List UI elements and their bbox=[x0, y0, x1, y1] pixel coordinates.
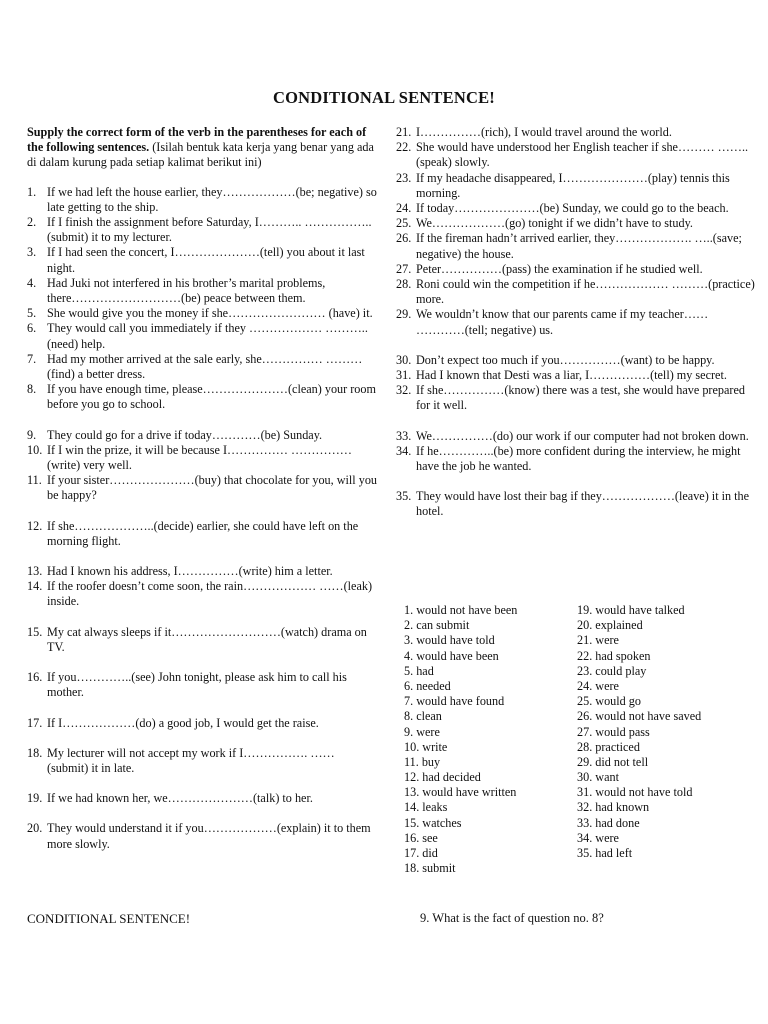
question-item bbox=[396, 277, 756, 307]
question-number: 19. bbox=[27, 791, 43, 806]
question-text: If I finish the assignment before Saturday, I……….. ……………..(submit) it to my lecturer. bbox=[47, 215, 372, 245]
question-text: They would have lost their bag if they………………(leave) it in the hotel. bbox=[416, 489, 750, 519]
question-text: Had my mother arrived at the sale early, she…………… ………(find) a better dress. bbox=[47, 351, 363, 382]
question-number: 4. bbox=[27, 275, 37, 290]
question-number: 12. bbox=[27, 518, 43, 533]
question-item bbox=[396, 201, 756, 216]
question-number: 22. bbox=[396, 140, 412, 155]
question-item bbox=[396, 125, 756, 140]
question-number: 29. bbox=[396, 307, 412, 322]
answer-item: 1. would not have been bbox=[404, 603, 518, 617]
question-item bbox=[396, 262, 756, 277]
question-text: If the fireman hadn’t arrived earlier, they………………. …..(save; negative) the house. bbox=[416, 231, 742, 261]
answer-item: 26. would not have saved bbox=[577, 709, 702, 724]
question-text: If he…………..(be) more confident during the interview, he might have the job he wanted. bbox=[416, 443, 741, 474]
footer-title: CONDITIONAL SENTENCE! bbox=[27, 911, 191, 926]
question-item bbox=[27, 321, 379, 351]
question-item bbox=[27, 473, 379, 503]
question-text: Had I known his address, I……………(write) him a letter. bbox=[47, 564, 333, 579]
question-text: We wouldn’t know that our parents came if my teacher…… …………(tell; negative) us. bbox=[416, 307, 709, 337]
question-number: 8. bbox=[27, 382, 37, 397]
answer-item: 9. were bbox=[404, 724, 440, 739]
question-number: 21. bbox=[396, 125, 412, 139]
question-text: If my headache disappeared, I…………………(play) tennis this morning. bbox=[416, 170, 730, 200]
question-text: Had Juki not interfered in his brother’s marital problems, there………………………(be) peace between them. bbox=[47, 275, 326, 306]
question-number: 35. bbox=[396, 489, 412, 504]
question-item bbox=[27, 625, 379, 655]
question-item bbox=[396, 353, 756, 368]
question-text: They would call you immediately if they ……………… ……….. (need) help. bbox=[47, 321, 368, 351]
question-text: She would give you the money if she…………………… (have) it. bbox=[47, 306, 373, 321]
question-number: 1. bbox=[27, 184, 37, 199]
question-item bbox=[27, 791, 379, 806]
question-item bbox=[27, 185, 379, 215]
question-number: 11. bbox=[27, 473, 42, 488]
answer-item: 29. did not tell bbox=[577, 754, 649, 769]
answer-item: 31. would not have told bbox=[577, 785, 693, 800]
question-number: 28. bbox=[396, 277, 412, 292]
answer-key-column-2 bbox=[577, 603, 757, 861]
question-item bbox=[396, 140, 756, 170]
left-column bbox=[27, 125, 379, 852]
question-text: If you have enough time, please…………………(clean) your room before you go to school. bbox=[47, 382, 376, 412]
question-item bbox=[27, 443, 379, 473]
footer-question: 9. What is the fact of question no. 8? bbox=[420, 911, 604, 925]
question-text: She would have understood her English teacher if she……… ……..(speak) slowly. bbox=[416, 140, 749, 170]
answer-item: 13. would have written bbox=[404, 785, 517, 800]
question-text: We………………(go) tonight if we didn’t have to study. bbox=[416, 216, 693, 231]
question-item bbox=[27, 564, 379, 579]
question-item bbox=[27, 352, 379, 382]
page-title: CONDITIONAL SENTENCE! bbox=[273, 88, 495, 107]
answer-item: 4. would have been bbox=[404, 648, 499, 663]
question-item bbox=[27, 306, 379, 321]
question-item bbox=[27, 245, 379, 275]
question-number: 2. bbox=[27, 215, 37, 230]
question-number: 27. bbox=[396, 261, 412, 276]
answer-item: 18. submit bbox=[404, 861, 456, 876]
answer-item: 20. explained bbox=[577, 618, 643, 633]
answer-item: 33. had done bbox=[577, 815, 640, 830]
question-number: 10. bbox=[27, 442, 43, 457]
answer-item: 12. had decided bbox=[404, 770, 481, 785]
question-text: If I………………(do) a good job, I would get the raise. bbox=[47, 715, 319, 730]
instructions bbox=[27, 125, 379, 171]
question-item bbox=[27, 276, 379, 306]
answer-item: 7. would have found bbox=[404, 694, 505, 709]
question-number: 32. bbox=[396, 383, 412, 398]
question-item bbox=[396, 429, 756, 444]
question-text: If you…………..(see) John tonight, please ask him to call his mother. bbox=[47, 670, 347, 700]
question-item bbox=[396, 171, 756, 201]
question-text: They could go for a drive if today…………(be) Sunday. bbox=[47, 427, 323, 442]
question-number: 33. bbox=[396, 428, 412, 443]
question-number: 6. bbox=[27, 321, 37, 336]
answer-item: 6. needed bbox=[404, 678, 451, 693]
question-item bbox=[396, 383, 756, 413]
question-number: 5. bbox=[27, 306, 37, 321]
question-number: 18. bbox=[27, 745, 43, 760]
question-text: Don’t expect too much if you……………(want) to be happy. bbox=[416, 352, 715, 367]
answer-item: 5. had bbox=[404, 663, 434, 678]
question-item bbox=[27, 746, 379, 776]
question-item bbox=[27, 670, 379, 700]
answer-item: 28. practiced bbox=[577, 739, 640, 754]
question-text: If today…………………(be) Sunday, we could go to the beach. bbox=[416, 201, 729, 216]
question-text: If she………………..(decide) earlier, she could have left on the morning flight. bbox=[47, 518, 359, 548]
question-number: 20. bbox=[27, 821, 43, 836]
question-text: I……………(rich), I would travel around the world. bbox=[416, 125, 672, 139]
question-number: 25. bbox=[396, 216, 412, 231]
question-text: If I win the prize, it will be because I…………… ……………(write) very well. bbox=[47, 442, 352, 473]
question-text: If your sister…………………(buy) that chocolate for you, will you be happy? bbox=[47, 473, 378, 503]
answer-item: 3. would have told bbox=[404, 633, 495, 648]
answer-key-column-1 bbox=[404, 603, 574, 876]
question-item bbox=[396, 307, 756, 337]
instructions-bold: Supply the correct form of the verb in the parentheses for each of the following sentences. bbox=[27, 125, 367, 155]
question-text: They would understand it if you………………(explain) it to them more slowly. bbox=[47, 821, 371, 851]
left-question-list bbox=[27, 185, 379, 852]
question-item bbox=[396, 444, 756, 474]
question-item bbox=[27, 428, 379, 443]
answer-item: 15. watches bbox=[404, 815, 462, 830]
question-text: If she……………(know) there was a test, she would have prepared for it well. bbox=[416, 383, 745, 413]
answer-item: 32. had known bbox=[577, 800, 650, 815]
answer-item: 23. could play bbox=[577, 663, 647, 678]
question-item bbox=[27, 382, 379, 412]
question-number: 7. bbox=[27, 351, 37, 366]
answer-item: 10. write bbox=[404, 739, 448, 754]
instructions-normal: (Isilah bentuk kata kerja yang benar yang ada di dalam kurung pada setiap kalimat berikut ini) bbox=[27, 140, 374, 170]
question-number: 23. bbox=[396, 170, 412, 185]
answer-item: 25. would go bbox=[577, 694, 641, 709]
question-item bbox=[27, 519, 379, 549]
question-text: Roni could win the competition if he……………… ………(practice) more. bbox=[416, 277, 755, 307]
answer-item: 27. would pass bbox=[577, 724, 650, 739]
question-number: 31. bbox=[396, 368, 412, 383]
question-text: Had I known that Desti was a liar, I……………(tell) my secret. bbox=[416, 368, 727, 383]
right-question-list bbox=[396, 125, 756, 520]
question-number: 17. bbox=[27, 715, 43, 730]
question-item bbox=[27, 716, 379, 731]
question-number: 3. bbox=[27, 245, 37, 260]
answer-item: 35. had left bbox=[577, 846, 633, 860]
answer-item: 22. had spoken bbox=[577, 648, 651, 663]
question-number: 26. bbox=[396, 231, 412, 246]
question-text: My lecturer will not accept my work if I……………. …… (submit) it in late. bbox=[47, 745, 335, 775]
question-number: 34. bbox=[396, 443, 412, 458]
question-item bbox=[27, 215, 379, 245]
question-number: 15. bbox=[27, 624, 43, 639]
question-text: If I had seen the concert, I…………………(tell) you about it last night. bbox=[47, 245, 365, 275]
question-number: 24. bbox=[396, 201, 412, 216]
answer-item: 8. clean bbox=[404, 709, 442, 724]
question-item bbox=[396, 231, 756, 261]
answer-item: 19. would have talked bbox=[577, 603, 685, 617]
question-number: 16. bbox=[27, 670, 43, 685]
answer-item: 11. buy bbox=[404, 754, 441, 769]
question-number: 14. bbox=[27, 579, 43, 594]
question-text: If we had known her, we…………………(talk) to her. bbox=[47, 791, 313, 806]
question-text: We……………(do) our work if our computer had not broken down. bbox=[416, 428, 749, 443]
answer-item: 17. did bbox=[404, 846, 438, 860]
answer-item: 30. want bbox=[577, 770, 619, 785]
question-item bbox=[396, 216, 756, 231]
question-item bbox=[396, 368, 756, 383]
answer-item: 2. can submit bbox=[404, 618, 470, 633]
answer-item: 34. were bbox=[577, 830, 619, 845]
question-item bbox=[27, 579, 379, 609]
question-item bbox=[27, 821, 379, 851]
answer-item: 24. were bbox=[577, 678, 619, 693]
answer-item: 21. were bbox=[577, 633, 619, 648]
question-number: 30. bbox=[396, 352, 412, 367]
question-item bbox=[396, 489, 756, 519]
answer-item: 16. see bbox=[404, 830, 438, 845]
answer-item: 14. leaks bbox=[404, 800, 448, 815]
question-text: My cat always sleeps if it………………………(watch) drama on TV. bbox=[47, 624, 367, 654]
right-column bbox=[396, 125, 756, 520]
question-number: 9. bbox=[27, 427, 37, 442]
question-text: If we had left the house earlier, they………………(be; negative) so late getting to the ship. bbox=[47, 184, 377, 214]
question-text: Peter……………(pass) the examination if he studied well. bbox=[416, 261, 703, 276]
question-text: If the roofer doesn’t come soon, the rain……………… ……(leak) inside. bbox=[47, 579, 373, 609]
question-number: 13. bbox=[27, 564, 43, 579]
